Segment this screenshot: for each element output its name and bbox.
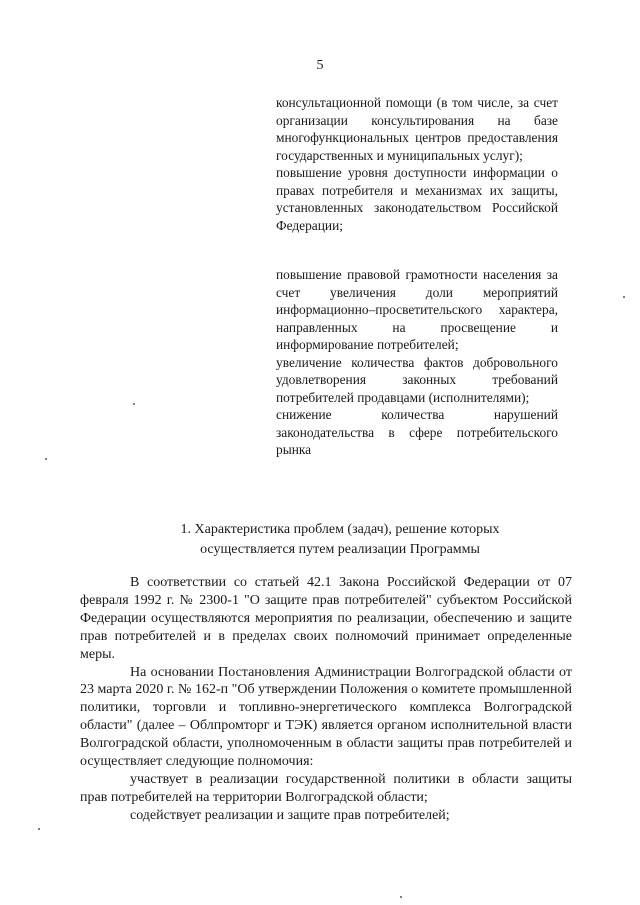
section-title: 1. Характеристика проблем (задач), решение которых осуществляется путем реализации Программы bbox=[180, 522, 500, 557]
scan-speck bbox=[133, 403, 135, 405]
goals-list-bottom bbox=[276, 266, 558, 459]
goal-item: консультационной помощи (в том числе, за счет организации консультирования на базе многофункциональных центров предоставления государственных и муниципальных услуг); bbox=[276, 95, 558, 163]
body-text bbox=[80, 574, 572, 825]
scan-speck bbox=[45, 458, 47, 460]
goal-item: повышение правовой грамотности населения за счет увеличения доли мероприятий информационно–просветительского характера, направленных на просвещение и информирование потребителей; bbox=[276, 267, 558, 352]
body-paragraph: содействует реализации и защите прав потребителей; bbox=[130, 807, 450, 823]
body-paragraph: участвует в реализации государственной политики в области защиты прав потребителей на территории Волгоградской области; bbox=[80, 771, 572, 805]
page-number: 5 bbox=[316, 58, 324, 73]
body-paragraph: На основании Постановления Администрации Волгоградской области от 23 марта 2020 г. № 162-п "Об утверждении Положения о комитете промышленной политики, торговли и топливно-энергетического комплекса Волгоградской области" (далее – Облпромторг и ТЭК) является органом исполнительной власти Волгоградской области, уполномоченным в области защиты прав потребителей и осуществляет следующие полномочия: bbox=[80, 664, 572, 770]
scan-speck bbox=[400, 896, 402, 898]
scan-speck bbox=[38, 828, 40, 830]
goal-item: снижение количества нарушений законодательства в сфере потребительского рынка bbox=[276, 407, 558, 457]
goals-list-top bbox=[276, 94, 558, 234]
body-paragraph: В соответствии со статьей 42.1 Закона Российской Федерации от 07 февраля 1992 г. № 2300-1 "О защите прав потребителей" субъектом Российской Федерации осуществляются мероприятия по реализации, обеспечению и защите прав потребителей и в пределах своих полномочий принимает определенные меры. bbox=[80, 575, 572, 662]
scan-speck bbox=[623, 296, 625, 298]
goal-item: повышение уровня доступности информации о правах потребителя и механизмах их защиты, установленных законодательством Российской Федерации; bbox=[276, 165, 558, 233]
goal-item: увеличение количества фактов добровольного удовлетворения законных требований потребителей продавцами (исполнителями); bbox=[276, 354, 558, 405]
